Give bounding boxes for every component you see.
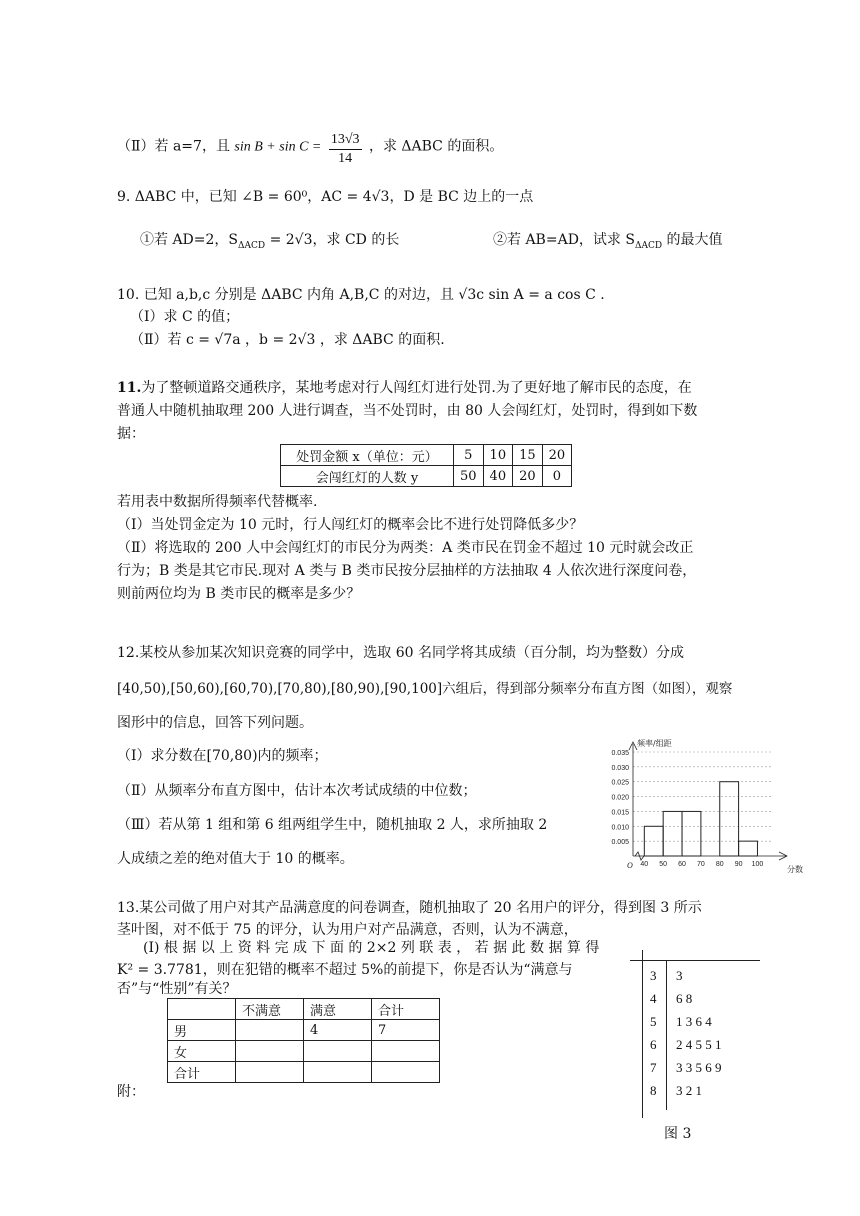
x-axis-label: 分数 <box>787 865 803 874</box>
q10-line2: （Ⅰ）求 C 的值； <box>130 309 240 325</box>
table-row <box>168 1062 440 1083</box>
q9-subpart2 <box>493 230 723 256</box>
q11-cell: 10 <box>483 445 513 466</box>
y-axis-label: 频率/组距 <box>637 739 672 748</box>
q11-row2-head: 会闯红灯的人数 y <box>281 466 454 487</box>
q11-row1-head: 处罚金额 x（单位：元） <box>281 445 454 466</box>
x-tick-label: 100 <box>751 861 764 868</box>
stem-leaf-plot <box>630 950 760 1120</box>
q11-number: 11. <box>117 380 142 396</box>
x-tick-label: 90 <box>734 861 743 868</box>
stem-leaf-vline <box>642 950 643 1118</box>
q8-part2-suffix: ，求 ΔABC 的面积。 <box>368 138 504 155</box>
q11-line3: 据： <box>117 426 145 442</box>
table-row <box>168 1041 440 1062</box>
y-tick-label: 0.010 <box>611 824 629 832</box>
x-tick-label: 60 <box>678 861 686 868</box>
leaf-values: 3 <box>676 968 683 983</box>
q9-line1: 9. ΔABC 中，已知 ∠B = 60⁰，AC = 4√3，D 是 BC 边上的一点 <box>117 189 534 205</box>
q13-cell: 4 <box>304 1020 372 1041</box>
stem-value: 5 <box>650 1014 657 1029</box>
q13-cell <box>304 1062 372 1083</box>
table-row <box>168 999 440 1020</box>
q9-sub1: ①若 AD=2，S <box>140 232 239 248</box>
q13-line4: K² = 3.7781，则在犯错的概率不超过 5%的前提下，你是否认为“满意与 <box>117 962 573 978</box>
x-tick-label: 50 <box>659 861 668 868</box>
q12-line4: （Ⅰ）求分数在[70,80)内的频率； <box>117 748 328 764</box>
stem-value: 3 <box>650 968 657 983</box>
stem-leaf-hline <box>630 960 760 961</box>
q12-line5: （Ⅱ）从频率分布直方图中，估计本次考试成绩的中位数； <box>117 783 477 799</box>
q13-cell: 女 <box>168 1041 236 1062</box>
q11-line5: （Ⅰ）当处罚金定为 10 元时，行人闯红灯的概率会比不进行处罚降低多少？ <box>117 517 584 533</box>
q11-line1-text: 为了整顿道路交通秩序，某地考虑对行人闯红灯进行处罚.为了更好地了解市民的态度，在 <box>141 380 692 396</box>
q11-cell: 50 <box>454 466 484 487</box>
q11-cell: 0 <box>542 466 572 487</box>
q11-cell: 5 <box>454 445 484 466</box>
q13-cell: 7 <box>372 1020 440 1041</box>
q8-part2 <box>117 128 503 165</box>
q13-line3: (Ⅰ) 根 据 以 上 资 料 完 成 下 面 的 2×2 列 联 表 ， 若 据 此 数 据 算 得 <box>143 940 600 956</box>
q11-cell: 20 <box>542 445 572 466</box>
stem-value: 6 <box>650 1037 657 1052</box>
q12-line2: [40,50),[50,60),[60,70),[70,80),[80,90),[90,100]六组后，得到部分频率分布直方图（如图），观察 <box>117 681 733 697</box>
q12-line7: 人成绩之差的绝对值大于 10 的概率。 <box>117 851 354 867</box>
q12-line3: 图形中的信息，回答下列问题。 <box>117 715 313 731</box>
y-tick-label: 0.035 <box>611 750 629 757</box>
leaf-values: 6 8 <box>676 991 693 1006</box>
q13-cell: 男 <box>168 1020 236 1041</box>
q11-line8: 则前两位均为 B 类市民的概率是多少？ <box>117 586 361 602</box>
q8-part2-prefix: （Ⅱ）若 a=7，且 <box>117 138 230 155</box>
stem-value: 7 <box>650 1060 657 1075</box>
stem-value: 8 <box>650 1083 657 1098</box>
q13-line1: 13.某公司做了用户对其产品满意度的问卷调查，随机抽取了 20 名用户的评分，得到图 3 所示 <box>117 900 702 916</box>
q10-line1: 10. 已知 a,b,c 分别是 ΔABC 内角 A,B,C 的对边，且 √3c sin A = a cos C . <box>117 287 605 303</box>
q9-sub2-subscript: ΔACD <box>634 240 663 251</box>
q13-cell <box>168 999 236 1020</box>
q13-cell <box>236 1062 304 1083</box>
q8-frac-num: 13√3 <box>329 131 362 150</box>
q9-subparts <box>140 230 399 256</box>
x-tick-label: 80 <box>715 861 724 868</box>
q13-cell <box>236 1041 304 1062</box>
q13-appendix: 附： <box>117 1084 145 1100</box>
q12-line1: 12.某校从参加某次知识竞赛的同学中，选取 60 名同学将其成绩（百分制，均为整数）分成 <box>117 645 684 661</box>
table-row <box>281 445 572 466</box>
q9-sub2: ②若 AB=AD，试求 S <box>493 232 635 248</box>
leaf-values: 2 4 5 5 1 <box>676 1037 722 1052</box>
x-tick-label: 40 <box>640 861 649 868</box>
leaf-values: 3 3 5 6 9 <box>676 1060 722 1075</box>
frequency-histogram <box>585 738 810 878</box>
q8-frac-den: 14 <box>338 151 353 166</box>
q8-part2-expr: sin B + sin C = <box>234 139 322 155</box>
q11-line7: 行为；B 类是其它市民.现对 A 类与 B 类市民按分层抽样的方法抽取 4 人依次进行深度问卷， <box>117 563 697 579</box>
q9-sub1-rest: = 2√3，求 CD 的长 <box>265 232 400 248</box>
y-tick-label: 0.030 <box>611 764 629 772</box>
q11-line1 <box>117 378 692 398</box>
q13-cell: 合计 <box>168 1062 236 1083</box>
figure-caption: 图 3 <box>664 1126 692 1142</box>
stem-value: 4 <box>650 991 657 1006</box>
q11-cell: 20 <box>513 466 543 487</box>
x-tick-label: 70 <box>696 861 705 868</box>
y-tick-label: 0.015 <box>611 809 629 817</box>
table-row <box>281 466 572 487</box>
q12-line6: （Ⅲ）若从第 1 组和第 6 组两组学生中，随机抽取 2 人，求所抽取 2 <box>117 817 548 833</box>
q13-line5: 否”与“性别”有关？ <box>117 981 237 997</box>
q13-contingency-table <box>167 998 440 1083</box>
q11-cell: 15 <box>513 445 543 466</box>
q9-sub1-subscript: ΔACD <box>238 240 266 251</box>
q11-line4: 若用表中数据所得频率代替概率. <box>117 494 318 510</box>
q11-penalty-table <box>280 444 572 487</box>
q8-fraction <box>329 131 362 168</box>
q13-cell: 不满意 <box>236 999 304 1020</box>
q9-sub2-rest: 的最大值 <box>662 232 723 248</box>
histogram-bar <box>663 811 682 856</box>
histogram-bar <box>739 841 758 856</box>
leaf-values: 1 3 6 4 <box>676 1014 712 1029</box>
table-row <box>168 1020 440 1041</box>
q13-cell <box>372 1062 440 1083</box>
y-tick-label: 0.020 <box>611 794 629 802</box>
histogram-bar <box>720 782 739 856</box>
y-tick-label: 0.025 <box>611 779 629 787</box>
origin-label: O <box>627 861 633 870</box>
stem-leaf-divider <box>666 960 667 1110</box>
q13-line2: 茎叶图，对不低于 75 的评分，认为用户对产品满意，否则，认为不满意， <box>117 922 578 938</box>
q13-cell: 满意 <box>304 999 372 1020</box>
q11-line6: （Ⅱ）将选取的 200 人中会闯红灯的市民分为两类：A 类市民在罚金不超过 10 元时就会改正 <box>117 540 694 556</box>
q13-cell: 合计 <box>372 999 440 1020</box>
y-tick-label: 0.005 <box>611 839 629 847</box>
leaf-values: 3 2 1 <box>676 1083 702 1098</box>
q11-line2: 普通人中随机抽取理 200 人进行调查，当不处罚时，由 80 人会闯红灯，处罚时，得到如下数 <box>117 403 698 419</box>
q13-cell <box>304 1041 372 1062</box>
q11-cell: 40 <box>483 466 513 487</box>
histogram-bar <box>682 811 701 856</box>
q13-cell <box>372 1041 440 1062</box>
q13-cell <box>236 1020 304 1041</box>
q10-line3: （Ⅱ）若 c = √7a ，b = 2√3 ，求 ΔABC 的面积. <box>130 332 445 348</box>
